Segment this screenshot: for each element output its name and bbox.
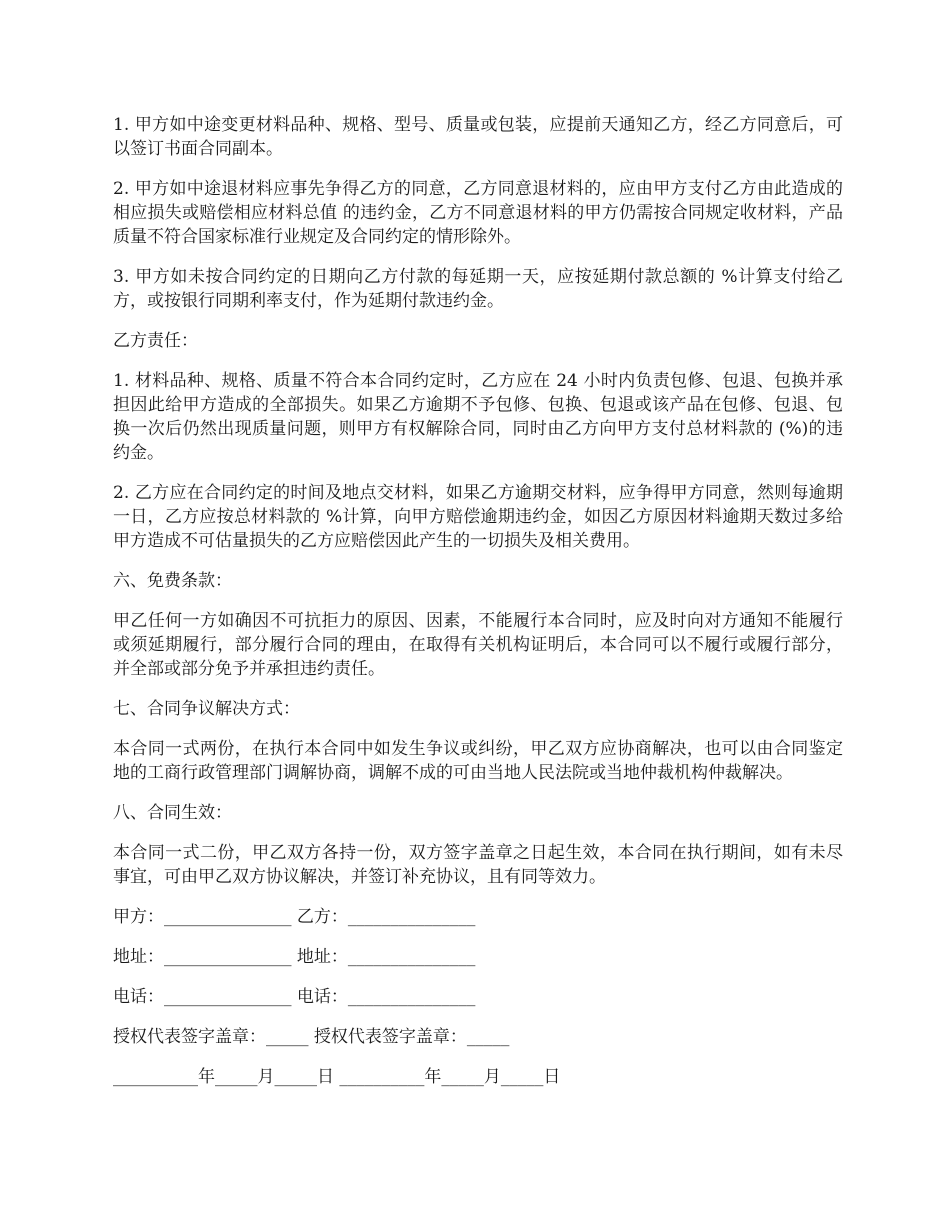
- party-b-responsibility-heading: 乙方责任：: [113, 331, 198, 351]
- contract-page: [113, 113, 843, 1105]
- clause-a-2: 2. 甲方如中途退材料应事先争得乙方的同意，乙方同意退材料的，应由甲方支付乙方由此造成的相应损失或赔偿相应材料总值 的违约金，乙方不同意退材料的甲方仍需按合同规定收材料，产品质量不符合国家标准行业规定及合同约定的情形除外。: [113, 179, 843, 247]
- section-8-heading: 八、合同生效：: [113, 803, 232, 823]
- signature-representative-line: 授权代表签字盖章：_____ 授权代表签字盖章：_____: [113, 1027, 510, 1047]
- signature-party-line: 甲方：_______________ 乙方：_______________: [113, 907, 476, 927]
- clause-a-1: 1. 甲方如中途变更材料品种、规格、型号、质量或包装，应提前天通知乙方，经乙方同意后，可以签订书面合同副本。: [113, 115, 843, 159]
- section-7-text: 本合同一式两份，在执行本合同中如发生争议或纠纷，甲乙双方应协商解决，也可以由合同鉴定地的工商行政管理部门调解协商，调解不成的可由当地人民法院或当地仲裁机构仲裁解决。: [113, 739, 843, 783]
- section-7-heading: 七、合同争议解决方式：: [113, 699, 300, 719]
- clause-b-2: 2. 乙方应在合同约定的时间及地点交材料，如果乙方逾期交材料，应争得甲方同意，然则每逾期一日，乙方应按总材料款的 %计算，向甲方赔偿逾期违约金，如因乙方原因材料逾期天数过多给甲方造成不可估量损失的乙方应赔偿因此产生的一切损失及相关费用。: [113, 483, 843, 551]
- section-8-text: 本合同一式二份，甲乙双方各持一份，双方签字盖章之日起生效，本合同在执行期间，如有未尽事宜，可由甲乙双方协议解决，并签订补充协议，且有同等效力。: [113, 843, 843, 887]
- clause-b-1: 1. 材料品种、规格、质量不符合本合同约定时，乙方应在 24 小时内负责包修、包退、包换并承担因此给甲方造成的全部损失。如果乙方逾期不予包修、包换、包退或该产品在包修、包退、包换一次后仍然出现质量问题，则甲方有权解除合同，同时由乙方向甲方支付总材料款的 (%)的违约金。: [113, 371, 843, 463]
- clause-a-3: 3. 甲方如未按合同约定的日期向乙方付款的每延期一天，应按延期付款总额的 %计算支付给乙方，或按银行同期利率支付，作为延期付款违约金。: [113, 267, 843, 311]
- signature-phone-line: 电话：_______________ 电话：_______________: [113, 987, 476, 1007]
- section-6-text: 甲乙任何一方如确因不可抗拒力的原因、因素，不能履行本合同时，应及时向对方通知不能履行或须延期履行，部分履行合同的理由，在取得有关机构证明后，本合同可以不履行或履行部分，并全部或部分免予并承担违约责任。: [113, 611, 843, 679]
- signature-address-line: 地址：_______________ 地址：_______________: [113, 947, 476, 967]
- section-6-heading: 六、免费条款：: [113, 571, 232, 591]
- signature-date-line: __________年_____月_____日 __________年_____月_____日: [113, 1067, 561, 1087]
